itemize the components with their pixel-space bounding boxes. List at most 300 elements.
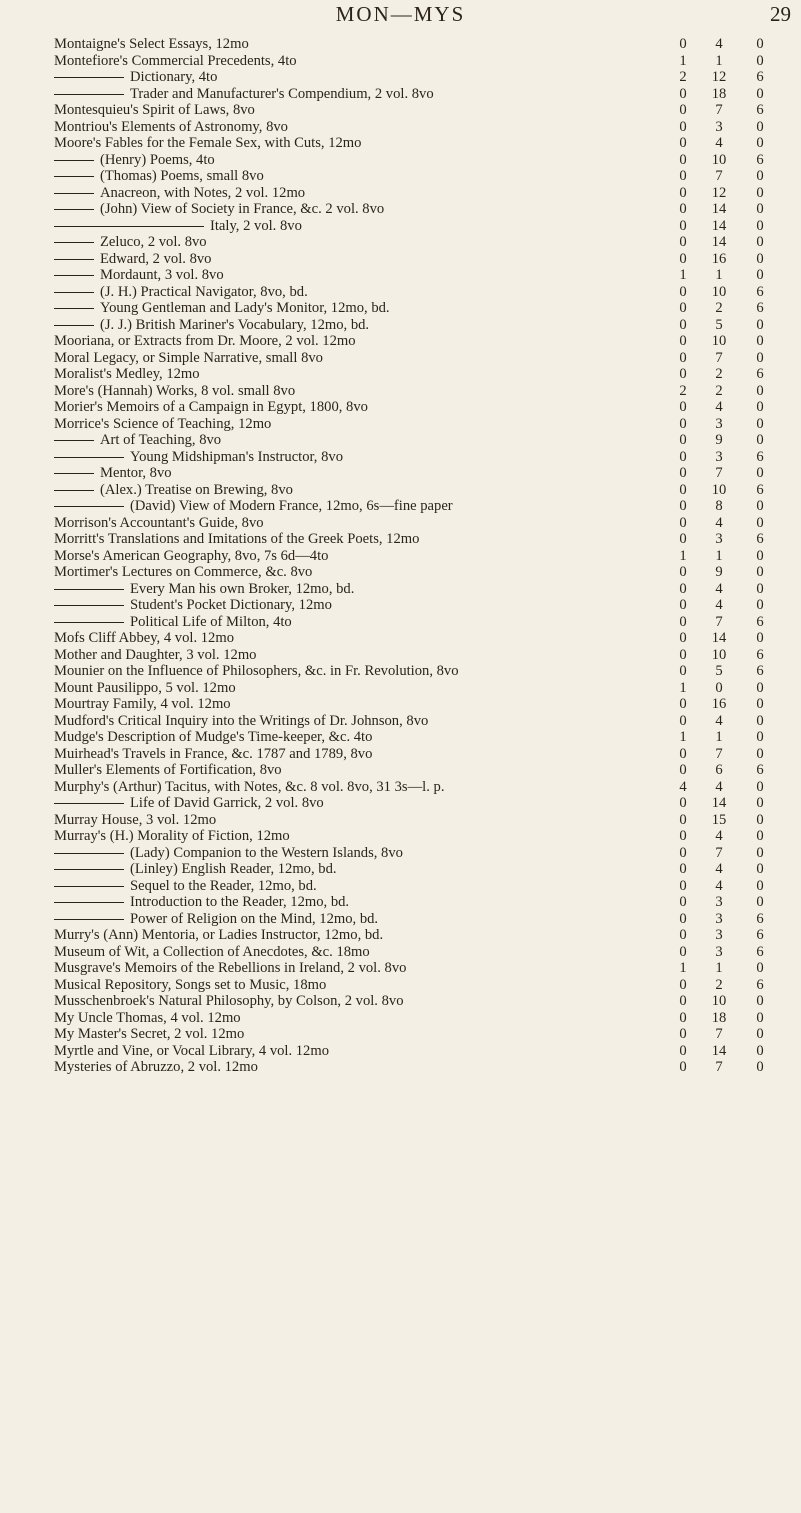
page-number: 29 xyxy=(770,2,791,26)
ditto-rule xyxy=(54,902,124,903)
catalogue-entry xyxy=(54,944,799,961)
price-pounds: 0 xyxy=(679,531,687,547)
entry-title xyxy=(54,333,356,350)
price-shillings: 3 xyxy=(715,894,723,910)
entry-title-text: (Thomas) Poems, small 8vo xyxy=(100,168,264,184)
catalogue-entry xyxy=(54,630,799,647)
catalogue-entry xyxy=(54,350,799,367)
price-pounds: 0 xyxy=(679,910,687,927)
catalogue-entry xyxy=(54,614,799,631)
catalogue-entry xyxy=(54,597,799,614)
entry-title-text: Dictionary, 4to xyxy=(130,69,218,85)
price-shillings: 9 xyxy=(715,432,723,448)
price-pounds: 1 xyxy=(679,729,687,745)
catalogue-entry xyxy=(54,548,799,565)
price-shillings: 1 xyxy=(715,52,723,69)
price-shillings: 2 xyxy=(715,976,723,993)
price-pounds: 0 xyxy=(679,564,687,580)
ditto-rule xyxy=(54,160,94,161)
entry-title xyxy=(54,201,384,218)
price-pence: 6 xyxy=(756,531,764,547)
entry-title-text: Myrtle and Vine, or Vocal Library, 4 vol. 12mo xyxy=(54,1042,330,1059)
price-shillings: 5 xyxy=(715,663,723,679)
catalogue-entry xyxy=(54,779,799,796)
catalogue-entry xyxy=(54,515,799,532)
price-pounds: 0 xyxy=(679,102,687,118)
price-shillings: 7 xyxy=(715,1026,723,1042)
entry-title xyxy=(54,927,383,944)
ditto-rule xyxy=(54,242,94,243)
price-pence: 0 xyxy=(756,514,764,531)
price-pence: 0 xyxy=(756,795,764,811)
entry-title-text: (Lady) Companion to the Western Islands, 8vo xyxy=(130,844,403,861)
price-pounds: 0 xyxy=(679,745,687,762)
entry-title xyxy=(54,383,295,400)
ditto-rule xyxy=(54,919,124,920)
price-shillings: 4 xyxy=(715,514,723,531)
ditto-rule xyxy=(54,803,124,804)
price-pence: 6 xyxy=(756,943,764,960)
ditto-rule xyxy=(54,473,94,474)
entry-title xyxy=(54,36,249,53)
entry-title-text: Mother and Daughter, 3 vol. 12mo xyxy=(54,646,257,663)
entry-title xyxy=(54,300,390,317)
catalogue-entry xyxy=(54,713,799,730)
price-pounds: 0 xyxy=(679,696,687,712)
catalogue-entry xyxy=(54,432,799,449)
ditto-rule xyxy=(54,440,94,441)
entry-title-text: My Master's Secret, 2 vol. 12mo xyxy=(54,1026,245,1042)
price-shillings: 12 xyxy=(711,69,727,85)
entry-title-text: Morrice's Science of Teaching, 12mo xyxy=(54,415,272,432)
price-shillings: 3 xyxy=(715,927,723,943)
price-pence: 0 xyxy=(756,1042,764,1059)
price-pence: 6 xyxy=(756,448,764,465)
entry-title-text: Mortimer's Lectures on Commerce, &c. 8vo xyxy=(54,564,313,580)
price-shillings: 3 xyxy=(715,448,723,465)
ditto-rule xyxy=(54,94,124,95)
price-pounds: 0 xyxy=(679,366,687,382)
price-pounds: 0 xyxy=(679,151,687,168)
price-pence: 0 xyxy=(756,1009,764,1026)
catalogue-entry xyxy=(54,102,799,119)
price-pounds: 0 xyxy=(679,448,687,465)
entry-title xyxy=(54,894,349,911)
price-pounds: 0 xyxy=(679,1009,687,1026)
catalogue-entry xyxy=(54,36,799,53)
entry-title xyxy=(54,531,419,548)
entry-title xyxy=(54,614,292,631)
entry-title-text: Young Gentleman and Lady's Monitor, 12mo, bd. xyxy=(100,300,390,316)
price-pence: 0 xyxy=(756,861,764,877)
entry-title-text: Italy, 2 vol. 8vo xyxy=(210,217,302,234)
entry-title xyxy=(54,234,207,251)
entry-title xyxy=(54,218,302,235)
catalogue-entry xyxy=(54,977,799,994)
price-shillings: 4 xyxy=(715,597,723,613)
price-shillings: 14 xyxy=(711,630,727,646)
entry-title xyxy=(54,581,354,598)
catalogue-entry xyxy=(54,251,799,268)
entry-title xyxy=(54,251,211,268)
price-pence: 0 xyxy=(756,547,764,564)
catalogue-entry xyxy=(54,746,799,763)
price-pence: 6 xyxy=(756,300,764,316)
price-pounds: 0 xyxy=(679,234,687,250)
catalogue-entry xyxy=(54,168,799,185)
catalogue-entry xyxy=(54,333,799,350)
entry-title-text: (J. H.) Practical Navigator, 8vo, bd. xyxy=(100,283,308,300)
ditto-rule xyxy=(54,275,94,276)
price-pence: 6 xyxy=(756,910,764,927)
catalogue-entry xyxy=(54,1010,799,1027)
entry-title xyxy=(54,977,326,994)
price-pence: 6 xyxy=(756,976,764,993)
price-shillings: 7 xyxy=(715,1059,723,1075)
price-shillings: 4 xyxy=(715,778,723,795)
price-pence: 0 xyxy=(756,168,764,184)
price-pence: 0 xyxy=(756,828,764,844)
price-pence: 0 xyxy=(756,52,764,69)
price-shillings: 1 xyxy=(715,960,723,976)
price-pounds: 0 xyxy=(679,514,687,531)
price-shillings: 4 xyxy=(715,712,723,729)
running-head: MON—MYS xyxy=(335,2,466,26)
entry-title-text: (John) View of Society in France, &c. 2 vol. 8vo xyxy=(100,201,385,217)
entry-title xyxy=(54,630,234,647)
price-shillings: 1 xyxy=(715,729,723,745)
entry-title xyxy=(54,317,369,334)
catalogue-entry xyxy=(54,878,799,895)
entry-title xyxy=(54,86,434,103)
price-pounds: 1 xyxy=(679,267,687,283)
entry-title-text: (Alex.) Treatise on Brewing, 8vo xyxy=(100,481,293,498)
entry-title-text: Student's Pocket Dictionary, 12mo xyxy=(130,597,332,613)
price-pounds: 0 xyxy=(679,399,687,415)
price-shillings: 14 xyxy=(711,217,727,234)
entry-title xyxy=(54,267,224,284)
entry-title xyxy=(54,1010,241,1027)
price-shillings: 7 xyxy=(715,613,723,630)
price-pounds: 0 xyxy=(679,465,687,481)
price-pounds: 0 xyxy=(679,762,687,778)
entry-title-text: Murphy's (Arthur) Tacitus, with Notes, &c. 8 vol. 8vo, 31 3s—l. p. xyxy=(54,778,445,795)
price-shillings: 12 xyxy=(711,184,727,201)
price-pounds: 0 xyxy=(679,1059,687,1075)
entry-title-text: Murray's (H.) Morality of Fiction, 12mo xyxy=(54,828,290,844)
entry-title xyxy=(54,449,343,466)
price-pence: 0 xyxy=(756,415,764,432)
catalogue-entry xyxy=(54,696,799,713)
entry-title-text: Sequel to the Reader, 12mo, bd. xyxy=(130,877,317,894)
entry-title xyxy=(54,861,337,878)
price-pounds: 1 xyxy=(679,679,687,696)
price-shillings: 3 xyxy=(715,943,723,960)
price-pence: 0 xyxy=(756,778,764,795)
price-pence: 0 xyxy=(756,498,764,514)
entry-title xyxy=(54,102,255,119)
entry-title-text: Every Man his own Broker, 12mo, bd. xyxy=(130,580,355,597)
catalogue-entry xyxy=(54,119,799,136)
entry-title-text: Mounier on the Influence of Philosophers, &c. in Fr. Revolution, 8vo xyxy=(54,663,459,679)
price-shillings: 18 xyxy=(711,1009,727,1026)
catalogue-entry xyxy=(54,581,799,598)
price-pounds: 0 xyxy=(679,630,687,646)
price-pounds: 0 xyxy=(679,795,687,811)
entry-title-text: Mooriana, or Extracts from Dr. Moore, 2 vol. 12mo xyxy=(54,333,356,349)
price-pence: 0 xyxy=(756,1026,764,1042)
price-pence: 0 xyxy=(756,1059,764,1075)
entry-title xyxy=(54,284,308,301)
entry-title xyxy=(54,399,368,416)
entry-title-text: (David) View of Modern France, 12mo, 6s—fine paper xyxy=(130,498,453,514)
catalogue-entry xyxy=(54,152,799,169)
price-pence: 0 xyxy=(756,877,764,894)
entry-title-text: Murray House, 3 vol. 12mo xyxy=(54,811,217,828)
entry-title xyxy=(54,515,264,532)
price-pence: 6 xyxy=(756,366,764,382)
entry-title xyxy=(54,729,372,746)
entry-title xyxy=(54,152,215,169)
price-pounds: 0 xyxy=(679,811,687,828)
entry-title xyxy=(54,647,256,664)
catalogue-entry xyxy=(54,960,799,977)
entry-title xyxy=(54,680,236,697)
entry-title xyxy=(54,416,271,433)
price-pence: 6 xyxy=(756,762,764,778)
price-shillings: 7 xyxy=(715,745,723,762)
entry-title xyxy=(54,845,403,862)
price-pence: 0 xyxy=(756,811,764,828)
price-pence: 0 xyxy=(756,564,764,580)
price-pence: 0 xyxy=(756,85,764,102)
price-shillings: 1 xyxy=(715,267,723,283)
price-pounds: 1 xyxy=(679,547,687,564)
entry-title xyxy=(54,993,404,1010)
price-pence: 0 xyxy=(756,679,764,696)
catalogue-entry xyxy=(54,564,799,581)
entry-title xyxy=(54,185,305,202)
price-pounds: 0 xyxy=(679,415,687,432)
ditto-rule xyxy=(54,325,94,326)
price-shillings: 2 xyxy=(715,382,723,399)
entry-title xyxy=(54,713,428,730)
entry-title-text: Muirhead's Travels in France, &c. 1787 and 1789, 8vo xyxy=(54,745,373,762)
price-pounds: 0 xyxy=(679,316,687,333)
price-shillings: 2 xyxy=(715,366,723,382)
entry-title-text: Power of Religion on the Mind, 12mo, bd. xyxy=(130,910,379,927)
entry-title-text: (Linley) English Reader, 12mo, bd. xyxy=(130,861,337,877)
price-pounds: 0 xyxy=(679,432,687,448)
entry-title xyxy=(54,812,216,829)
entry-title xyxy=(54,795,324,812)
price-pounds: 0 xyxy=(679,861,687,877)
price-shillings: 16 xyxy=(711,250,727,267)
entry-title xyxy=(54,53,297,70)
entry-title xyxy=(54,1026,244,1043)
catalogue-entry xyxy=(54,828,799,845)
entry-title-text: Young Midshipman's Instructor, 8vo xyxy=(130,448,343,465)
price-shillings: 6 xyxy=(715,762,723,778)
price-shillings: 10 xyxy=(711,993,727,1009)
price-pence: 0 xyxy=(756,729,764,745)
price-shillings: 7 xyxy=(715,102,723,118)
price-pounds: 0 xyxy=(679,498,687,514)
entry-title xyxy=(54,696,231,713)
price-shillings: 10 xyxy=(711,646,727,663)
catalogue-entry xyxy=(54,86,799,103)
price-shillings: 10 xyxy=(711,283,727,300)
price-pounds: 0 xyxy=(679,184,687,201)
price-pence: 0 xyxy=(756,234,764,250)
entry-title-text: Musical Repository, Songs set to Music, 18mo xyxy=(54,976,327,993)
price-shillings: 3 xyxy=(715,531,723,547)
entry-title xyxy=(54,597,332,614)
entry-title xyxy=(54,828,290,845)
catalogue-entry xyxy=(54,531,799,548)
price-pence: 0 xyxy=(756,894,764,910)
entry-title xyxy=(54,432,221,449)
price-shillings: 4 xyxy=(715,580,723,597)
ditto-rule xyxy=(54,457,124,458)
price-shillings: 4 xyxy=(715,877,723,894)
price-pounds: 2 xyxy=(679,69,687,85)
price-pounds: 1 xyxy=(679,52,687,69)
entry-title-text: Musgrave's Memoirs of the Rebellions in Ireland, 2 vol. 8vo xyxy=(54,960,407,976)
entry-title-text: Trader and Manufacturer's Compendium, 2 vol. 8vo xyxy=(130,85,434,102)
entry-title xyxy=(54,746,372,763)
price-pence: 6 xyxy=(756,283,764,300)
price-pence: 0 xyxy=(756,745,764,762)
price-pence: 0 xyxy=(756,333,764,349)
catalogue-entry xyxy=(54,185,799,202)
price-pence: 0 xyxy=(756,696,764,712)
price-pounds: 0 xyxy=(679,927,687,943)
price-shillings: 16 xyxy=(711,696,727,712)
price-shillings: 7 xyxy=(715,349,723,366)
catalogue-entry xyxy=(54,383,799,400)
price-pence: 6 xyxy=(756,151,764,168)
entry-title-text: Life of David Garrick, 2 vol. 8vo xyxy=(130,795,324,811)
catalogue-entry xyxy=(54,812,799,829)
catalogue-entry xyxy=(54,399,799,416)
entry-title-text: Museum of Wit, a Collection of Anecdotes, &c. 18mo xyxy=(54,943,370,960)
entry-title-text: More's (Hannah) Works, 8 vol. small 8vo xyxy=(54,382,296,399)
entry-title-text: Mudge's Description of Mudge's Time-keeper, &c. 4to xyxy=(54,729,373,745)
ditto-rule xyxy=(54,869,124,870)
price-pounds: 0 xyxy=(679,828,687,844)
price-pounds: 0 xyxy=(679,663,687,679)
price-pounds: 0 xyxy=(679,250,687,267)
price-pence: 0 xyxy=(756,580,764,597)
price-pence: 6 xyxy=(756,69,764,85)
price-pounds: 0 xyxy=(679,894,687,910)
entry-title-text: Moore's Fables for the Female Sex, with Cuts, 12mo xyxy=(54,135,362,151)
price-pounds: 0 xyxy=(679,36,687,52)
ditto-rule xyxy=(54,605,124,606)
price-pounds: 0 xyxy=(679,1026,687,1042)
ditto-rule xyxy=(54,193,94,194)
catalogue-entry xyxy=(54,861,799,878)
price-shillings: 5 xyxy=(715,316,723,333)
entry-title xyxy=(54,1059,258,1076)
catalogue-entry xyxy=(54,927,799,944)
price-pence: 0 xyxy=(756,349,764,366)
price-pounds: 0 xyxy=(679,85,687,102)
price-pence: 0 xyxy=(756,630,764,646)
entry-title-text: Mount Pausilippo, 5 vol. 12mo xyxy=(54,679,236,696)
ditto-rule xyxy=(54,77,124,78)
price-pounds: 0 xyxy=(679,844,687,861)
entry-title xyxy=(54,482,293,499)
catalogue-entry xyxy=(54,762,799,779)
catalogue-entry xyxy=(54,482,799,499)
price-shillings: 10 xyxy=(711,151,727,168)
entry-title-text: Morrison's Accountant's Guide, 8vo xyxy=(54,514,264,531)
page-header xyxy=(0,2,801,32)
price-pence: 0 xyxy=(756,399,764,415)
entry-title xyxy=(54,911,378,928)
entry-title-text: Montriou's Elements of Astronomy, 8vo xyxy=(54,118,288,135)
price-shillings: 3 xyxy=(715,910,723,927)
entry-title xyxy=(54,944,370,961)
price-shillings: 7 xyxy=(715,465,723,481)
price-pence: 0 xyxy=(756,597,764,613)
catalogue-entry xyxy=(54,465,799,482)
price-pounds: 0 xyxy=(679,712,687,729)
price-shillings: 7 xyxy=(715,168,723,184)
entry-title-text: Mudford's Critical Inquiry into the Writings of Dr. Johnson, 8vo xyxy=(54,712,429,729)
price-pounds: 0 xyxy=(679,217,687,234)
catalogue-entries xyxy=(54,36,799,1076)
price-pounds: 0 xyxy=(679,349,687,366)
catalogue-entry xyxy=(54,729,799,746)
price-pence: 0 xyxy=(756,844,764,861)
price-pence: 0 xyxy=(756,250,764,267)
ditto-rule xyxy=(54,209,94,210)
entry-title xyxy=(54,1043,329,1060)
catalogue-entry xyxy=(54,795,799,812)
entry-title xyxy=(54,350,323,367)
catalogue-entry xyxy=(54,366,799,383)
price-pounds: 0 xyxy=(679,993,687,1009)
price-shillings: 3 xyxy=(715,415,723,432)
entry-title-text: Morse's American Geography, 8vo, 7s 6d—4to xyxy=(54,547,329,564)
catalogue-entry xyxy=(54,1059,799,1076)
entry-title-text: Art of Teaching, 8vo xyxy=(100,432,222,448)
entry-title xyxy=(54,119,288,136)
entry-title-text: Mysteries of Abruzzo, 2 vol. 12mo xyxy=(54,1059,258,1075)
entry-title-text: Political Life of Milton, 4to xyxy=(130,613,292,630)
entry-title-text: Zeluco, 2 vol. 8vo xyxy=(100,234,207,250)
entry-title-text: Muller's Elements of Fortification, 8vo xyxy=(54,762,282,778)
catalogue-entry xyxy=(54,416,799,433)
price-pence: 6 xyxy=(756,481,764,498)
entry-title xyxy=(54,168,264,185)
price-pence: 6 xyxy=(756,102,764,118)
entry-title xyxy=(54,548,328,565)
price-pence: 0 xyxy=(756,993,764,1009)
catalogue-entry xyxy=(54,234,799,251)
price-shillings: 4 xyxy=(715,399,723,415)
price-shillings: 14 xyxy=(711,234,727,250)
catalogue-entry xyxy=(54,218,799,235)
price-pounds: 0 xyxy=(679,333,687,349)
price-pounds: 0 xyxy=(679,877,687,894)
price-pounds: 0 xyxy=(679,597,687,613)
price-shillings: 0 xyxy=(715,679,723,696)
price-shillings: 10 xyxy=(711,333,727,349)
